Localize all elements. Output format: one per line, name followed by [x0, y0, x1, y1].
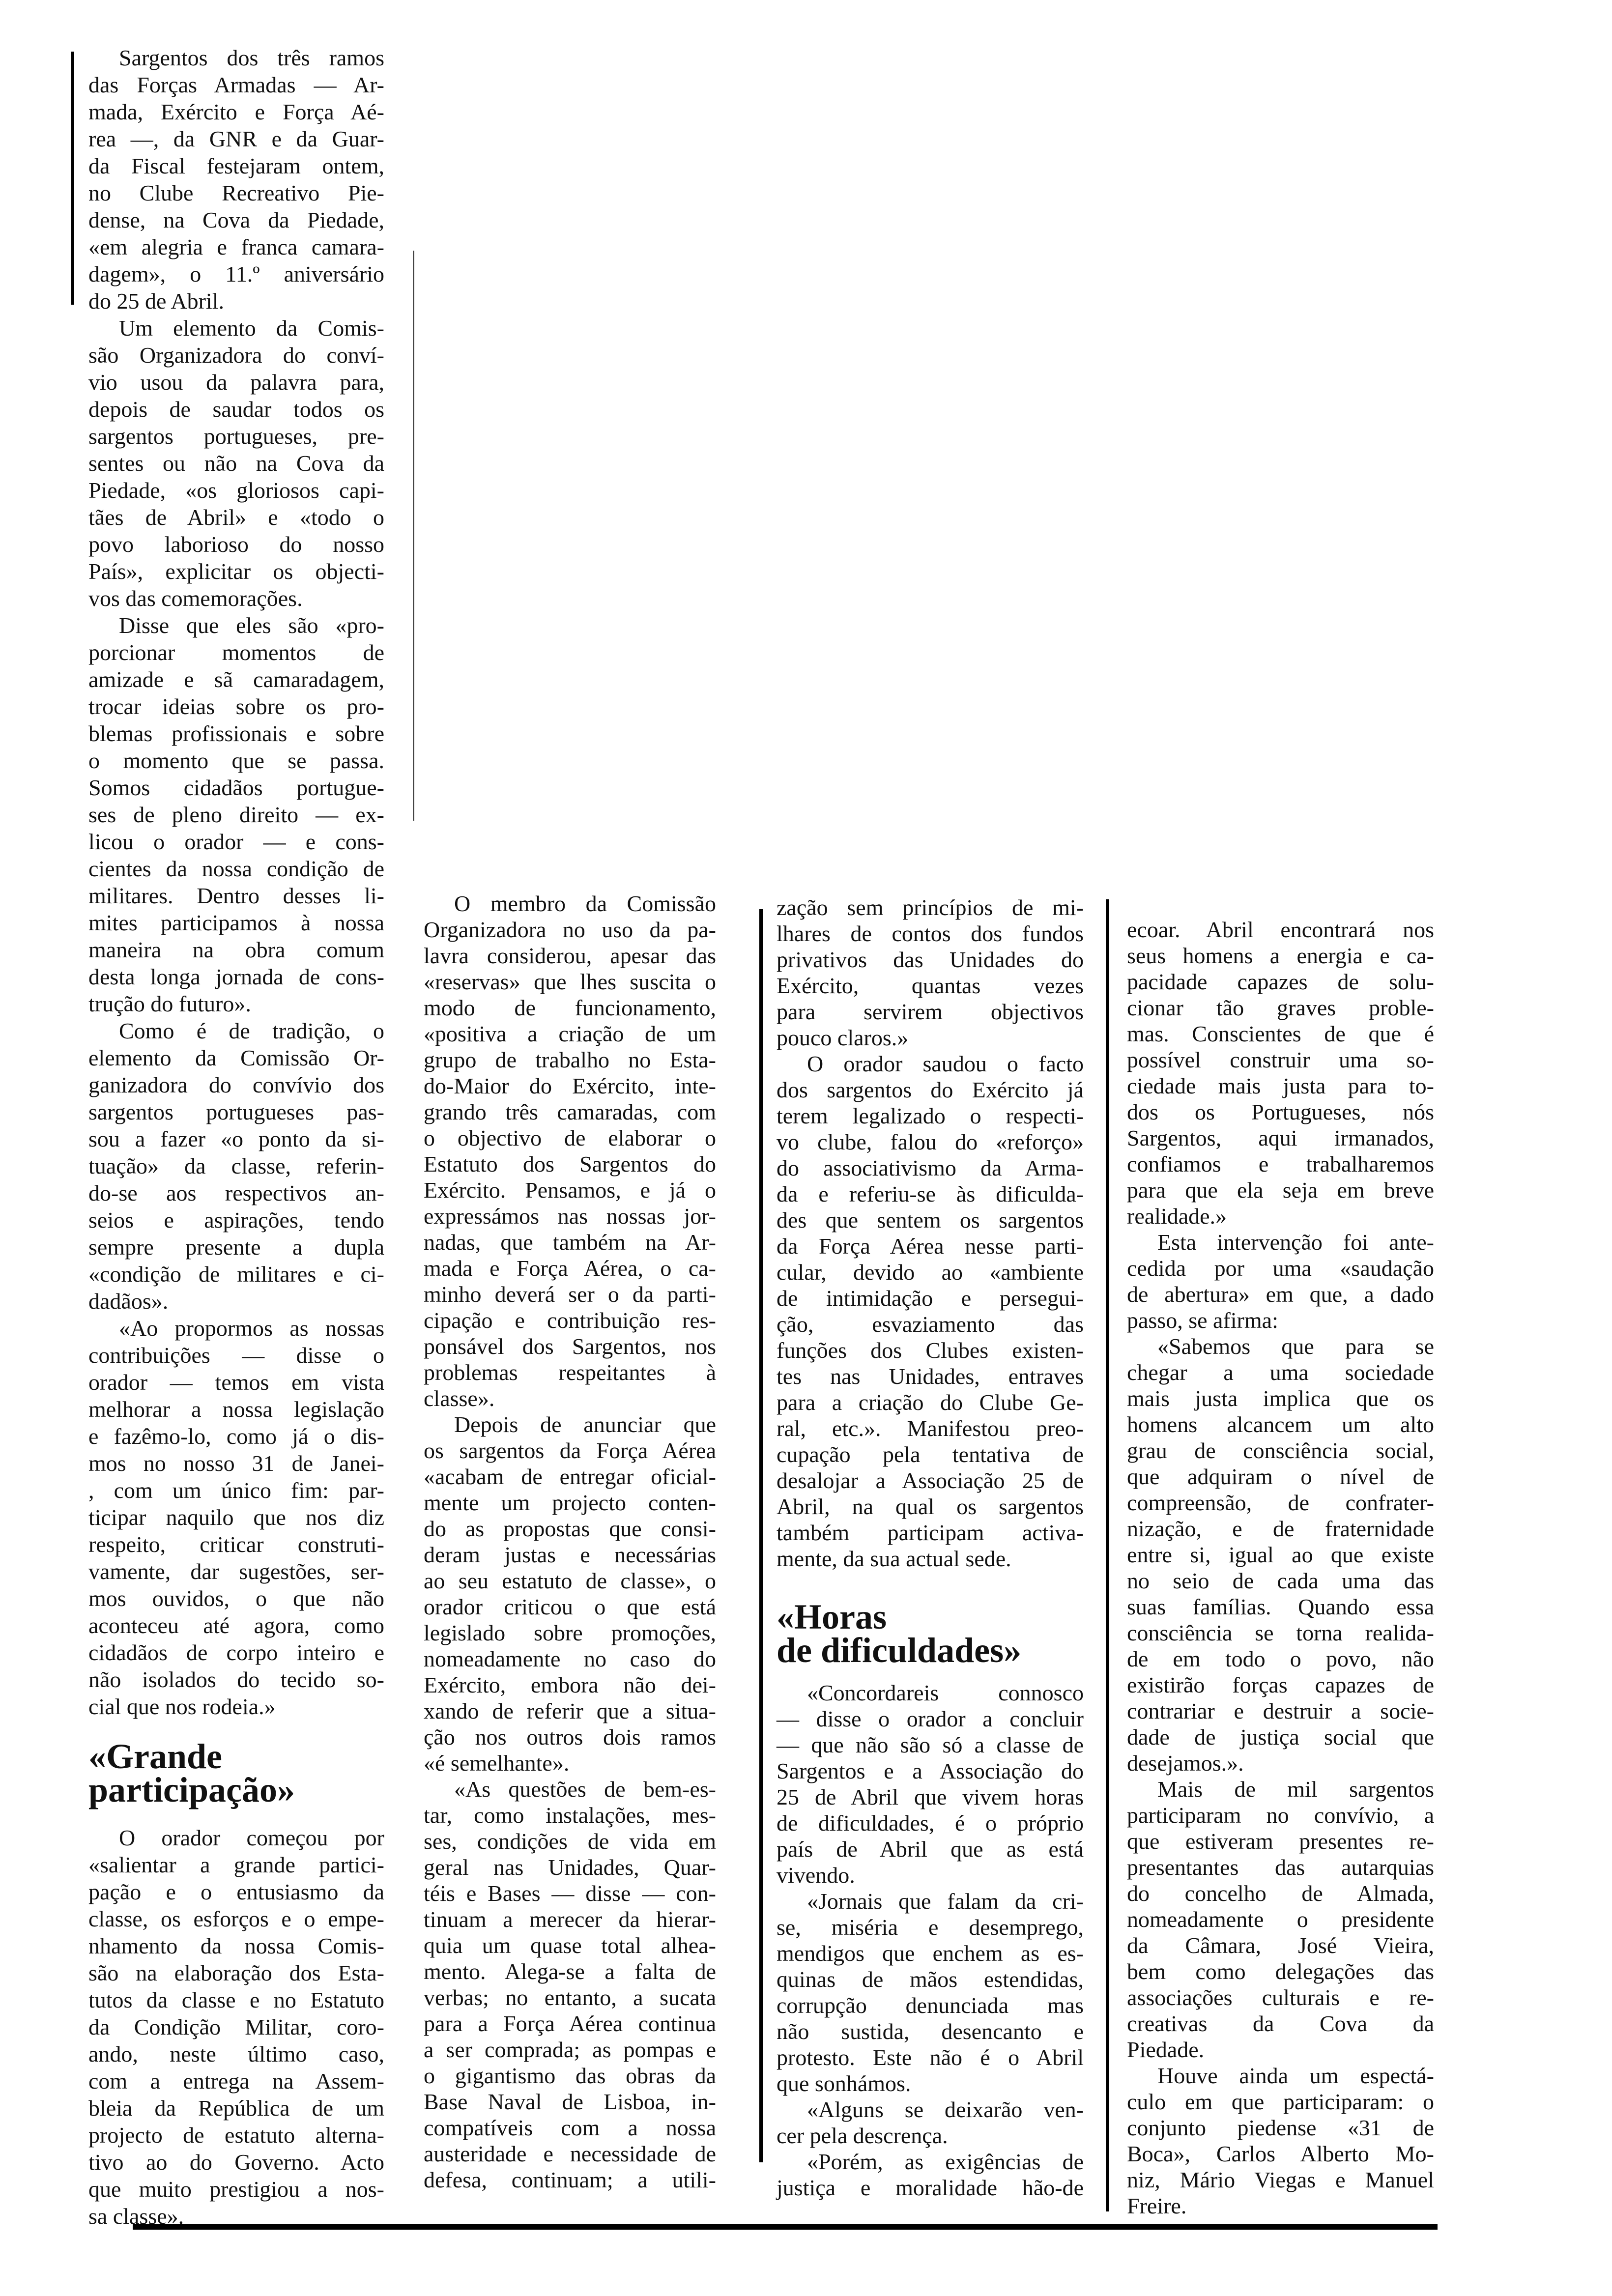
text-line: «é semelhante».: [424, 1751, 570, 1776]
text-line: o momento que se passa.: [88, 748, 384, 773]
text-line: de dificuldades, é o próprio: [777, 1810, 1084, 1836]
text-line: compatíveis com a nossa: [424, 2115, 716, 2140]
text-line: licou o orador — e cons-: [88, 829, 384, 854]
text-line: modo de funcionamento,: [424, 995, 716, 1020]
text-line: minho deverá ser o da parti-: [424, 1282, 716, 1307]
text-line: para servirem objectivos: [777, 999, 1084, 1024]
text-line: Freire.: [1127, 2193, 1187, 2218]
text-line: cionar tão graves proble-: [1127, 995, 1434, 1020]
text-line: ses de pleno direito — ex-: [88, 802, 384, 827]
text-line: protesto. Este não é o Abril: [777, 2045, 1084, 2070]
text-line: dense, na Cova da Piedade,: [88, 207, 384, 232]
text-line: ponsável dos Sargentos, nos: [424, 1334, 716, 1359]
text-line: Disse que eles são «pro-: [119, 613, 384, 638]
text-line: grupo de trabalho no Esta-: [424, 1047, 716, 1072]
text-line: tuação» da classe, referin-: [88, 1153, 384, 1178]
text-line: classe».: [424, 1386, 495, 1411]
text-line: Esta intervenção foi ante-: [1157, 1230, 1434, 1255]
paragraph: [777, 1680, 1084, 1888]
text-line: grando três camaradas, com: [424, 1099, 716, 1124]
text-line: tutos da classe e no Estatuto: [88, 1987, 384, 2012]
text-line: seios e aspirações, tendo: [88, 1207, 384, 1233]
text-line: terem legalizado o respecti-: [777, 1103, 1084, 1128]
text-line: sou a fazer «o ponto da si-: [88, 1126, 384, 1151]
text-line: depois de saudar todos os: [88, 397, 384, 422]
text-line: mente um projecto conten-: [424, 1490, 716, 1515]
article-column-4: [1127, 917, 1434, 2219]
text-line: pouco claros.»: [777, 1025, 909, 1050]
article-column-2: [424, 890, 716, 2193]
text-line: sargentos portugueses, pre-: [88, 424, 384, 449]
article-column-1: [88, 44, 384, 2230]
text-line: privativos das Unidades do: [777, 947, 1084, 972]
text-line: «Porém, as exigências de: [807, 2149, 1084, 2174]
text-line: Piedade, «os gloriosos capi-: [88, 478, 384, 503]
text-line: cupação pela tentativa de: [777, 1442, 1084, 1467]
text-line: ecoar. Abril encontrará nos: [1127, 917, 1434, 942]
text-line: rea —, da GNR e da Guar-: [88, 126, 384, 151]
text-line: dos os Portugueses, nós: [1127, 1099, 1434, 1124]
text-line: mento. Alega-se a falta de: [424, 1959, 716, 1984]
text-line: do concelho de Almada,: [1127, 1881, 1434, 1906]
paragraph: [88, 315, 384, 612]
text-line: des que sentem os sargentos: [777, 1207, 1084, 1233]
text-line: pacidade capazes de solu-: [1127, 969, 1434, 994]
text-line: verbas; no entanto, a sucata: [424, 1985, 716, 2010]
text-line: maneira na obra comum: [88, 937, 384, 962]
column-rule-left: [71, 52, 74, 305]
text-line: que muito prestigiou a nos-: [88, 2177, 384, 2202]
text-line: trocar ideias sobre os pro-: [88, 694, 384, 719]
text-line: realidade.»: [1127, 1204, 1227, 1229]
text-line: ral, etc.». Manifestou preo-: [777, 1416, 1084, 1441]
paragraph: [424, 1411, 716, 1776]
text-line: respeito, criticar construti-: [88, 1532, 384, 1557]
text-line: funções dos Clubes existen-: [777, 1338, 1084, 1363]
text-line: zação sem princípios de mi-: [777, 895, 1084, 920]
text-line: e fazêmo-lo, como já o dis-: [88, 1424, 384, 1449]
text-line: contribuições — disse o: [88, 1343, 384, 1368]
text-line: não isolados do tecido so-: [88, 1667, 384, 1692]
text-line: — disse o orador a concluir: [777, 1706, 1084, 1731]
paragraph: [88, 1017, 384, 1315]
text-line: dade de justiça social que: [1127, 1724, 1434, 1750]
text-line: desta longa jornada de cons-: [88, 964, 384, 989]
text-line: Organizadora no uso da pa-: [424, 917, 716, 942]
text-line: lhares de contos dos fundos: [777, 921, 1084, 946]
text-line: de intimidação e persegui-: [777, 1286, 1084, 1311]
text-line: ciedade mais justa para to-: [1127, 1073, 1434, 1098]
text-line: vos das comemorações.: [88, 586, 303, 611]
text-line: «salientar a grande partici-: [88, 1852, 384, 1877]
section-heading-line: «Horas: [777, 1597, 887, 1636]
text-line: presentantes das autarquias: [1127, 1855, 1434, 1880]
text-line: cial que nos rodeia.»: [88, 1694, 276, 1719]
text-line: deram justas e necessárias: [424, 1542, 716, 1567]
text-line: do as propostas que consi-: [424, 1516, 716, 1541]
text-line: ando, neste último caso,: [88, 2041, 384, 2066]
text-line: associações culturais e re-: [1127, 1985, 1434, 2010]
text-line: passo, se afirma:: [1127, 1308, 1278, 1333]
paragraph: [88, 44, 384, 315]
text-line: xando de referir que a situa-: [424, 1698, 716, 1723]
text-line: lavra considerou, apesar das: [424, 943, 716, 968]
text-line: de abertura» em que, a dado: [1127, 1282, 1434, 1307]
text-line: O membro da Comissão: [454, 891, 716, 916]
text-line: sentes ou não na Cova da: [88, 451, 384, 476]
text-line: do-Maior do Exército, inte-: [424, 1073, 716, 1098]
paragraph: [1127, 1333, 1434, 1776]
text-line: quinas de mãos estendidas,: [777, 1967, 1084, 1992]
text-line: nhamento da nossa Comis-: [88, 1933, 384, 1958]
text-line: O orador começou por: [119, 1825, 384, 1850]
text-line: das Forças Armadas — Ar-: [88, 72, 384, 97]
text-line: dadãos».: [88, 1289, 169, 1314]
text-line: ção nos outros dois ramos: [424, 1724, 716, 1750]
text-line: «positiva a criação de um: [424, 1021, 716, 1046]
text-line: niz, Mário Viegas e Manuel: [1127, 2167, 1434, 2192]
text-line: «condição de militares e ci-: [88, 1262, 384, 1287]
text-line: Sargentos, aqui irmanados,: [1127, 1125, 1434, 1150]
column-rule-3-4: [1106, 899, 1109, 2211]
text-line: melhorar a nossa legislação: [88, 1397, 384, 1422]
text-line: participaram no convívio, a: [1127, 1803, 1434, 1828]
text-line: sa classe».: [88, 2204, 184, 2229]
text-line: do 25 de Abril.: [88, 288, 224, 314]
paragraph: [88, 1315, 384, 1720]
text-line: a ser comprada; as pompas e: [424, 2037, 716, 2062]
paragraph: [777, 1888, 1084, 2096]
text-line: defesa, continuam; a utili-: [424, 2167, 716, 2192]
section-heading: [777, 1597, 1084, 1670]
text-line: ticipar naquilo que nos diz: [88, 1505, 384, 1530]
text-line: ganizadora do convívio dos: [88, 1072, 384, 1097]
text-line: Base Naval de Lisboa, in-: [424, 2089, 716, 2114]
text-line: de em todo o povo, não: [1127, 1646, 1434, 1671]
text-line: com a entrega na Assem-: [88, 2068, 384, 2094]
text-line: tães de Abril» e «todo o: [88, 505, 384, 530]
text-line: Exército. Pensamos, e já o: [424, 1177, 716, 1203]
text-line: aconteceu até agora, como: [88, 1613, 384, 1638]
text-line: corrupção denunciada mas: [777, 1993, 1084, 2018]
text-line: «em alegria e franca camara-: [88, 234, 384, 259]
text-line: mada e Força Aérea, o ca-: [424, 1256, 716, 1281]
text-line: mada, Exército e Força Aé-: [88, 99, 384, 124]
text-line: conjunto piedense «31 de: [1127, 2115, 1434, 2140]
section-heading: [88, 1737, 384, 1809]
text-line: cipação e contribuição res-: [424, 1308, 716, 1333]
text-line: da Fiscal festejaram ontem,: [88, 153, 384, 178]
text-line: o objectivo de elaborar o: [424, 1125, 716, 1150]
text-line: homens alcancem um alto: [1127, 1412, 1434, 1437]
text-line: desalojar a Associação 25 de: [777, 1468, 1084, 1493]
text-line: «Sabemos que para se: [1157, 1334, 1434, 1359]
text-line: país de Abril que as está: [777, 1837, 1084, 1862]
column-rule-faint: [413, 251, 414, 821]
text-line: téis e Bases — disse — con-: [424, 1881, 716, 1906]
text-line: Exército, quantas vezes: [777, 973, 1084, 998]
text-line: — que não são só a classe de: [777, 1732, 1084, 1757]
text-line: confiamos e trabalharemos: [1127, 1151, 1434, 1177]
article-column-3: [777, 894, 1084, 2201]
text-line: que estiveram presentes re-: [1127, 1829, 1434, 1854]
paragraph: [777, 2149, 1084, 2201]
text-line: 25 de Abril que vivem horas: [777, 1784, 1084, 1809]
text-line: também participam activa-: [777, 1520, 1084, 1545]
text-line: austeridade e necessidade de: [424, 2141, 716, 2166]
text-line: mites participamos à nossa: [88, 910, 384, 935]
text-line: orador criticou o que está: [424, 1594, 716, 1619]
text-line: mos ouvidos, o que não: [88, 1586, 384, 1611]
text-line: «Alguns se deixarão ven-: [807, 2097, 1084, 2122]
text-line: Piedade.: [1127, 2037, 1205, 2062]
text-line: pação e o entusiasmo da: [88, 1879, 384, 1904]
text-line: ses, condições de vida em: [424, 1829, 716, 1854]
text-line: orador — temos em vista: [88, 1370, 384, 1395]
paragraph: [777, 1051, 1084, 1572]
text-line: vamente, dar sugestões, ser-: [88, 1559, 384, 1584]
text-line: bem como delegações das: [1127, 1959, 1434, 1984]
text-line: elemento da Comissão Or-: [88, 1045, 384, 1070]
text-line: compreensão, de confrater-: [1127, 1490, 1434, 1515]
text-line: O orador saudou o facto: [807, 1051, 1084, 1076]
text-line: consciência se torna realida-: [1127, 1620, 1434, 1645]
text-line: são Organizadora do conví-: [88, 343, 384, 368]
text-line: tinuam a merecer da hierar-: [424, 1907, 716, 1932]
text-line: para que ela seja em breve: [1127, 1177, 1434, 1203]
text-line: justiça e moralidade hão-de: [777, 2175, 1084, 2200]
text-line: projecto de estatuto alterna-: [88, 2123, 384, 2148]
text-line: «Ao propormos as nossas: [119, 1316, 384, 1341]
text-line: cular, devido ao «ambiente: [777, 1260, 1084, 1285]
text-line: tes nas Unidades, entraves: [777, 1364, 1084, 1389]
text-line: sempre presente a dupla: [88, 1234, 384, 1260]
paragraph: [88, 612, 384, 1017]
text-line: desejamos.».: [1127, 1751, 1244, 1776]
section-heading-line: «Grande: [88, 1737, 223, 1776]
text-line: ao seu estatuto de classe», o: [424, 1568, 716, 1593]
text-line: entre si, igual ao que existe: [1127, 1542, 1434, 1567]
text-line: mente, da sua actual sede.: [777, 1546, 1011, 1571]
text-line: ção, esvaziamento das: [777, 1312, 1084, 1337]
section-heading-line: participação»: [88, 1770, 295, 1809]
text-line: Boca», Carlos Alberto Mo-: [1127, 2141, 1434, 2166]
text-line: cedida por uma «saudação: [1127, 1256, 1434, 1281]
text-line: creativas da Cova da: [1127, 2011, 1434, 2036]
text-line: para a criação do Clube Ge-: [777, 1390, 1084, 1415]
text-line: legislado sobre promoções,: [424, 1620, 716, 1645]
paragraph: [88, 1824, 384, 2230]
text-line: suas famílias. Quando essa: [1127, 1594, 1434, 1619]
text-line: Como é de tradição, o: [119, 1018, 384, 1043]
text-line: militares. Dentro desses li-: [88, 883, 384, 908]
text-line: nomeadamente no caso do: [424, 1646, 716, 1671]
text-line: quia um quase total alhea-: [424, 1933, 716, 1958]
text-line: mais justa implica que os: [1127, 1386, 1434, 1411]
text-line: nização, e de fraternidade: [1127, 1516, 1434, 1541]
text-line: Houve ainda um espectá-: [1157, 2063, 1434, 2088]
text-line: grau de consciência social,: [1127, 1438, 1434, 1463]
text-line: blemas profissionais e sobre: [88, 721, 384, 746]
text-line: vivendo.: [777, 1863, 855, 1888]
text-line: do-se aos respectivos an-: [88, 1180, 384, 1205]
text-line: o gigantismo das obras da: [424, 2063, 716, 2088]
text-line: no Clube Recreativo Pie-: [88, 180, 384, 205]
text-line: Exército, embora não dei-: [424, 1672, 716, 1697]
paragraph: [424, 1776, 716, 2193]
text-line: Mais de mil sargentos: [1157, 1777, 1434, 1802]
text-line: problemas respeitantes à: [424, 1360, 716, 1385]
text-line: da Condição Militar, coro-: [88, 2014, 384, 2039]
text-line: nomeadamente o presidente: [1127, 1907, 1434, 1932]
text-line: tar, como instalações, mes-: [424, 1803, 716, 1828]
text-line: contrariar e destruir a socie-: [1127, 1698, 1434, 1723]
text-line: chegar a uma sociedade: [1127, 1360, 1434, 1385]
text-line: do associativismo da Arma-: [777, 1155, 1084, 1180]
text-line: povo laborioso do nosso: [88, 532, 384, 557]
paragraph: [424, 890, 716, 1411]
text-line: Depois de anunciar que: [454, 1412, 716, 1437]
text-line: da Força Aérea nesse parti-: [777, 1234, 1084, 1259]
text-line: amizade e sã camaradagem,: [88, 667, 384, 692]
text-line: dos sargentos do Exército já: [777, 1077, 1084, 1102]
text-line: os sargentos da Força Aérea: [424, 1438, 716, 1463]
text-line: para a Força Aérea continua: [424, 2011, 716, 2036]
text-line: geral nas Unidades, Quar-: [424, 1855, 716, 1880]
section-heading-line: de dificuldades»: [777, 1631, 1022, 1670]
paragraph: [1127, 1229, 1434, 1333]
paragraph: [1127, 2063, 1434, 2219]
text-line: da Câmara, José Vieira,: [1127, 1933, 1434, 1958]
text-line: se, miséria e desemprego,: [777, 1915, 1084, 1940]
text-line: existirão forças capazes de: [1127, 1672, 1434, 1697]
text-line: cidadãos de corpo inteiro e: [88, 1640, 384, 1665]
text-line: , com um único fim: par-: [88, 1478, 384, 1503]
text-line: «reservas» que lhes suscita o: [424, 969, 716, 994]
text-line: Um elemento da Comis-: [119, 316, 384, 341]
paragraph: [777, 2096, 1084, 2149]
text-line: Abril, na qual os sargentos: [777, 1494, 1084, 1519]
text-line: expressámos nas nossas jor-: [424, 1204, 716, 1229]
text-line: Sargentos e a Associação do: [777, 1758, 1084, 1783]
text-line: nadas, que também na Ar-: [424, 1230, 716, 1255]
text-line: tivo ao do Governo. Acto: [88, 2150, 384, 2175]
text-line: trução do futuro».: [88, 991, 251, 1016]
text-line: bleia da República de um: [88, 2095, 384, 2121]
paragraph: [1127, 917, 1434, 1229]
paragraph: [777, 894, 1084, 1051]
text-line: «As questões de bem-es-: [454, 1777, 716, 1802]
text-line: seus homens a energia e ca-: [1127, 943, 1434, 968]
text-line: mendigos que enchem as es-: [777, 1941, 1084, 1966]
text-line: cientes da nossa condição de: [88, 856, 384, 881]
column-rule-2-3: [759, 909, 763, 2162]
text-line: que adquiram o nível de: [1127, 1464, 1434, 1489]
text-line: Somos cidadãos portugue-: [88, 775, 384, 800]
text-line: vo clube, falou do «reforço»: [777, 1129, 1084, 1154]
text-line: Estatuto dos Sargentos do: [424, 1151, 716, 1177]
text-line: no seio de cada uma das: [1127, 1568, 1434, 1593]
text-line: classe, os esforços e o empe-: [88, 1906, 384, 1931]
text-line: «Jornais que falam da cri-: [807, 1889, 1084, 1914]
text-line: são na elaboração dos Esta-: [88, 1960, 384, 1985]
text-line: sargentos portugueses pas-: [88, 1099, 384, 1124]
text-line: vio usou da palavra para,: [88, 370, 384, 395]
text-line: possível construir uma so-: [1127, 1047, 1434, 1072]
text-line: que sonhámos.: [777, 2071, 911, 2096]
paragraph: [1127, 1776, 1434, 2063]
text-line: não sustida, desencanto e: [777, 2019, 1084, 2044]
text-line: porcionar momentos de: [88, 640, 384, 665]
text-line: cer pela descrença.: [777, 2123, 948, 2148]
text-line: mos no nosso 31 de Janei-: [88, 1451, 384, 1476]
text-line: «acabam de entregar oficial-: [424, 1464, 716, 1489]
text-line: mas. Conscientes de que é: [1127, 1021, 1434, 1046]
text-line: da e referiu-se às dificulda-: [777, 1181, 1084, 1206]
text-line: culo em que participaram: o: [1127, 2089, 1434, 2114]
text-line: «Concordareis connosco: [807, 1680, 1084, 1705]
text-line: dagem», o 11.º aniversário: [88, 261, 384, 287]
text-line: Sargentos dos três ramos: [119, 45, 384, 70]
text-line: País», explicitar os objecti-: [88, 559, 384, 584]
